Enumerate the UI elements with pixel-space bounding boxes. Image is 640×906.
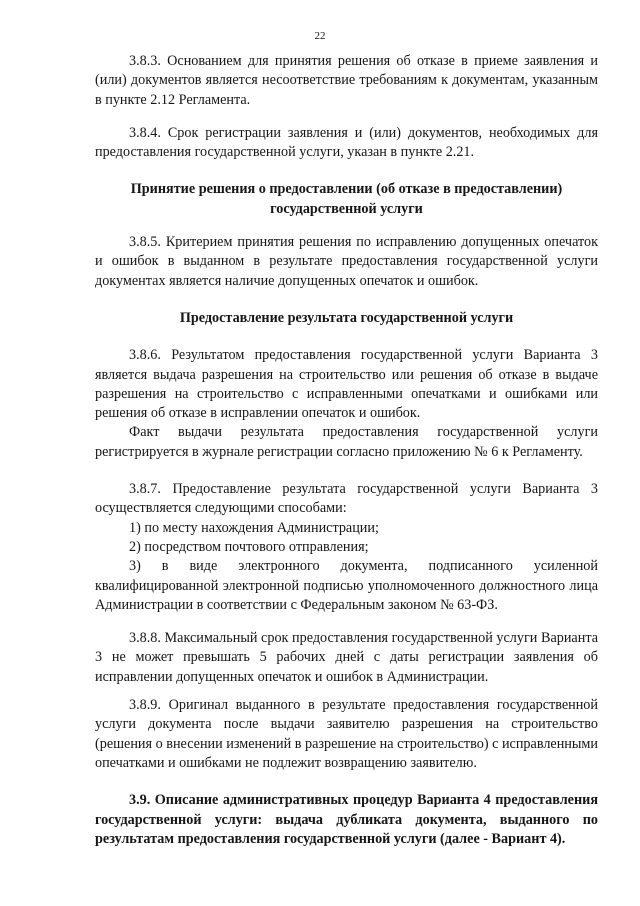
document-body	[95, 52, 598, 849]
page-number: 22	[314, 30, 326, 42]
paragraph-3-8-5: 3.8.5. Критерием принятия решения по исправлению допущенных опечаток и ошибок в выданном в результате предоставления государственной услуги документах является наличие допущенных опечаток и ошибок.	[95, 234, 598, 289]
paragraph-3-8-6: 3.8.6. Результатом предоставления государственной услуги Варианта 3 является выдача разрешения на строительство или решения об отказе в выдаче разрешения на строительство с исправленными опечатками и ошибками или решения об отказе в исправлении опечаток и ошибок.	[95, 347, 598, 422]
paragraph-3-8-7: 3.8.7. Предоставление результата государственной услуги Варианта 3 осуществляется следующими способами:	[95, 481, 598, 517]
paragraph-3-8-4: 3.8.4. Срок регистрации заявления и (или) документов, необходимых для предоставления государственной услуги, указан в пункте 2.21.	[95, 124, 598, 161]
paragraph-3-8-9: 3.8.9. Оригинал выданного в результате предоставления государственной услуги документа после выдачи заявителю разрешения на строительство (решения о внесении изменений в разрешение на строительство) с исправленными опечатками и ошибками не подлежит возвращению заявителю.	[95, 697, 598, 771]
section-heading-decision: Принятие решения о предоставлении (об отказе в предоставлении) государственной услуги	[130, 181, 563, 217]
list-item: 1) по месту нахождения Администрации;	[129, 519, 379, 536]
list-item: 2) посредством почтового отправления;	[129, 538, 369, 555]
paragraph-fact: Факт выдачи результата предоставления государственной услуги регистрируется в журнале регистрации согласно приложению № 6 к Регламенту.	[95, 424, 598, 460]
paragraph-3-8-8: 3.8.8. Максимальный срок предоставления государственной услуги Варианта 3 не может превышать 5 рабочих дней с даты регистрации заявления об исправлении допущенных опечаток и ошибок в Администрации.	[95, 630, 598, 685]
list-item: 3) в виде электронного документа, подписанного усиленной квалифицированной электронной подписью уполномоченного должностного лица Администрации в соответствии с Федеральным законом № 63-ФЗ.	[95, 558, 598, 613]
paragraph-3-8-3: 3.8.3. Основанием для принятия решения об отказе в приеме заявления и (или) документов является несоответствие требованиям к документам, указанным в пункте 2.12 Регламента.	[95, 53, 598, 108]
section-heading-result: Предоставление результата государственной услуги	[179, 309, 514, 326]
paragraph-3-9: 3.9. Описание административных процедур Варианта 4 предоставления государственной услуги: выдача дубликата документа, выданного по результатам предоставления государственной услуги (далее - Вариант 4).	[95, 792, 598, 847]
